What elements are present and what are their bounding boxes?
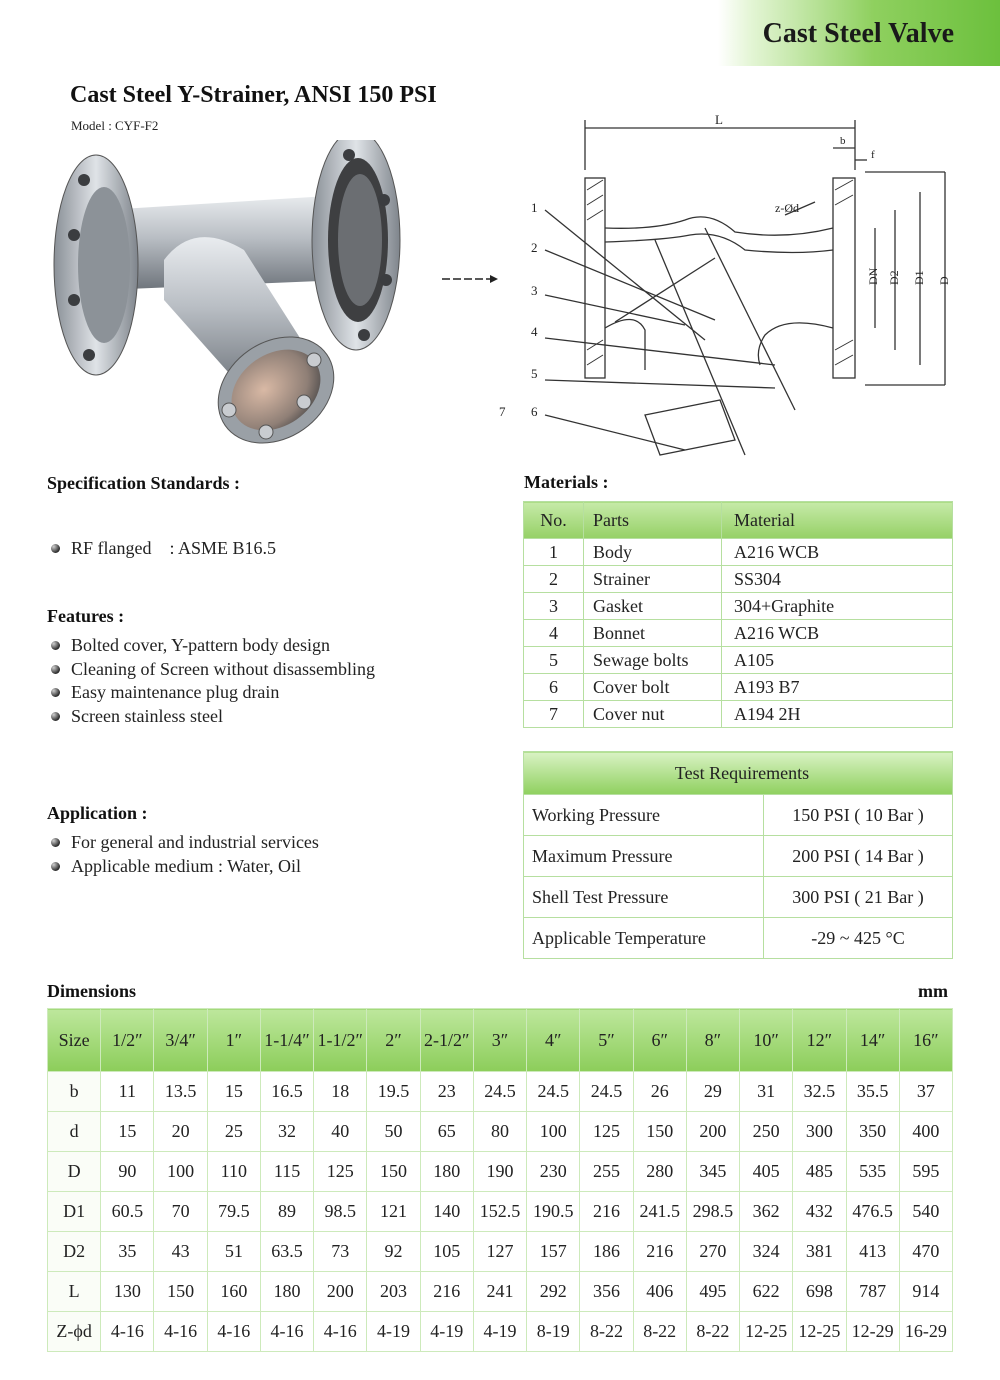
table-row <box>48 1312 953 1352</box>
dimension-value: 80 <box>473 1112 526 1152</box>
dimension-value: 12-25 <box>793 1312 846 1352</box>
table-row <box>524 701 953 728</box>
dimension-value: 15 <box>101 1112 154 1152</box>
size-column-header: 3/4″ <box>154 1009 207 1072</box>
dimension-value: 216 <box>633 1232 686 1272</box>
dim-label-D1: D1 <box>912 270 926 285</box>
dimension-value: 105 <box>420 1232 473 1272</box>
dimension-value: 150 <box>154 1272 207 1312</box>
banner-title: Cast Steel Valve <box>762 18 954 49</box>
cell-material: A105 <box>722 647 953 674</box>
valve-photo <box>44 140 424 460</box>
dimension-value: 35 <box>101 1232 154 1272</box>
dimension-value: 73 <box>314 1232 367 1272</box>
dimension-value: 190.5 <box>527 1192 580 1232</box>
row-label: D <box>48 1152 101 1192</box>
row-label: b <box>48 1072 101 1112</box>
table-row <box>524 593 953 620</box>
row-label: Z-ϕd <box>48 1312 101 1352</box>
dimension-value: 100 <box>527 1112 580 1152</box>
dimension-value: 50 <box>367 1112 420 1152</box>
dimension-value: 203 <box>367 1272 420 1312</box>
table-row <box>48 1232 953 1272</box>
dimension-value: 65 <box>420 1112 473 1152</box>
dimension-value: 110 <box>207 1152 260 1192</box>
cell-no: 4 <box>524 620 584 647</box>
dimension-value: 324 <box>740 1232 793 1272</box>
test-label: Working Pressure <box>524 795 764 836</box>
dimension-value: 622 <box>740 1272 793 1312</box>
dimension-value: 26 <box>633 1072 686 1112</box>
dimension-value: 4-19 <box>420 1312 473 1352</box>
dimension-value: 4-16 <box>260 1312 313 1352</box>
table-row <box>524 877 953 918</box>
dimension-value: 298.5 <box>686 1192 739 1232</box>
dimension-value: 230 <box>527 1152 580 1192</box>
table-header-row <box>524 502 953 539</box>
test-label: Shell Test Pressure <box>524 877 764 918</box>
dim-label-f: f <box>871 149 875 161</box>
dimension-value: 280 <box>633 1152 686 1192</box>
size-column-header: 1-1/4″ <box>260 1009 313 1072</box>
column-header: Parts <box>584 502 722 539</box>
dimension-value: 152.5 <box>473 1192 526 1232</box>
size-column-header: 1/2″ <box>101 1009 154 1072</box>
dimension-value: 150 <box>633 1112 686 1152</box>
dimension-value: 787 <box>846 1272 899 1312</box>
table-row <box>524 566 953 593</box>
technical-drawing <box>495 110 975 475</box>
dimension-value: 4-16 <box>101 1312 154 1352</box>
cell-part: Cover nut <box>584 701 722 728</box>
callout-1: 1 <box>531 200 538 215</box>
table-row <box>48 1192 953 1232</box>
table-row <box>524 647 953 674</box>
dimension-value: 130 <box>101 1272 154 1312</box>
size-column-header: 14″ <box>846 1009 899 1072</box>
row-label: D1 <box>48 1192 101 1232</box>
dim-label-D2: D2 <box>887 270 901 285</box>
dimension-value: 8-19 <box>527 1312 580 1352</box>
table-row <box>48 1272 953 1312</box>
size-header: Size <box>48 1009 101 1072</box>
dimension-value: 24.5 <box>473 1072 526 1112</box>
cell-no: 5 <box>524 647 584 674</box>
dimension-value: 35.5 <box>846 1072 899 1112</box>
table-row <box>524 836 953 877</box>
dimension-value: 485 <box>793 1152 846 1192</box>
size-column-header: 2-1/2″ <box>420 1009 473 1072</box>
dimension-value: 255 <box>580 1152 633 1192</box>
dimension-value: 4-16 <box>314 1312 367 1352</box>
size-column-header: 4″ <box>527 1009 580 1072</box>
column-header: No. <box>524 502 584 539</box>
callout-3: 3 <box>531 283 538 298</box>
row-label: D2 <box>48 1232 101 1272</box>
dimension-value: 535 <box>846 1152 899 1192</box>
dimension-value: 24.5 <box>527 1072 580 1112</box>
cell-part: Strainer <box>584 566 722 593</box>
dimension-value: 186 <box>580 1232 633 1272</box>
table-row <box>48 1112 953 1152</box>
dimension-value: 92 <box>367 1232 420 1272</box>
list-item: RF flanged : ASME B16.5 <box>47 537 276 561</box>
table-row <box>524 539 953 566</box>
dimensions-table <box>47 1008 953 1352</box>
test-label: Applicable Temperature <box>524 918 764 959</box>
callout-6: 6 <box>531 404 538 419</box>
test-heading: Test Requirements <box>524 752 953 795</box>
materials-table <box>523 501 953 728</box>
dimension-value: 495 <box>686 1272 739 1312</box>
test-value: 200 PSI ( 14 Bar ) <box>764 836 953 877</box>
list-item: For general and industrial services <box>47 831 319 855</box>
test-value: 300 PSI ( 21 Bar ) <box>764 877 953 918</box>
dimension-value: 180 <box>260 1272 313 1312</box>
features-heading: Features : <box>47 606 125 626</box>
dimensions-heading: Dimensions <box>47 981 137 1001</box>
dimension-value: 16.5 <box>260 1072 313 1112</box>
dimension-value: 270 <box>686 1232 739 1272</box>
dimension-value: 241 <box>473 1272 526 1312</box>
dimension-value: 63.5 <box>260 1232 313 1272</box>
model-number: Model : CYF-F2 <box>71 118 159 133</box>
dimension-value: 24.5 <box>580 1072 633 1112</box>
list-item: Screen stainless steel <box>47 705 375 729</box>
size-column-header: 16″ <box>899 1009 952 1072</box>
dimension-value: 18 <box>314 1072 367 1112</box>
row-label: L <box>48 1272 101 1312</box>
dimension-value: 200 <box>686 1112 739 1152</box>
callout-5: 5 <box>531 366 538 381</box>
cell-no: 2 <box>524 566 584 593</box>
dimensions-unit: mm <box>918 981 948 1001</box>
dimension-value: 216 <box>420 1272 473 1312</box>
dimension-value: 350 <box>846 1112 899 1152</box>
table-row <box>524 674 953 701</box>
dimension-value: 470 <box>899 1232 952 1272</box>
list-item: Easy maintenance plug drain <box>47 681 375 705</box>
dimension-value: 121 <box>367 1192 420 1232</box>
dimension-value: 25 <box>207 1112 260 1152</box>
table-row <box>48 1072 953 1112</box>
dimension-value: 540 <box>899 1192 952 1232</box>
dimension-value: 150 <box>367 1152 420 1192</box>
dimension-value: 19.5 <box>367 1072 420 1112</box>
dimension-value: 31 <box>740 1072 793 1112</box>
application-list <box>47 831 319 878</box>
dimension-value: 37 <box>899 1072 952 1112</box>
table-row <box>524 620 953 647</box>
test-value: 150 PSI ( 10 Bar ) <box>764 795 953 836</box>
dimension-value: 698 <box>793 1272 846 1312</box>
dim-label-L: L <box>715 112 723 127</box>
cell-no: 6 <box>524 674 584 701</box>
dimension-value: 400 <box>899 1112 952 1152</box>
cell-material: A216 WCB <box>722 539 953 566</box>
dimension-value: 89 <box>260 1192 313 1232</box>
dimension-value: 595 <box>899 1152 952 1192</box>
dimension-value: 405 <box>740 1152 793 1192</box>
row-label: d <box>48 1112 101 1152</box>
size-column-header: 8″ <box>686 1009 739 1072</box>
dimension-value: 11 <box>101 1072 154 1112</box>
callout-4: 4 <box>531 324 538 339</box>
dimension-value: 362 <box>740 1192 793 1232</box>
dimension-value: 406 <box>633 1272 686 1312</box>
dimension-value: 190 <box>473 1152 526 1192</box>
cell-material: SS304 <box>722 566 953 593</box>
callout-2: 2 <box>531 240 538 255</box>
dimension-value: 914 <box>899 1272 952 1312</box>
dimension-value: 250 <box>740 1112 793 1152</box>
test-requirements-table <box>523 751 953 959</box>
cell-part: Bonnet <box>584 620 722 647</box>
size-column-header: 1″ <box>207 1009 260 1072</box>
cell-no: 7 <box>524 701 584 728</box>
dimension-value: 140 <box>420 1192 473 1232</box>
dimension-value: 13.5 <box>154 1072 207 1112</box>
dimension-value: 8-22 <box>686 1312 739 1352</box>
column-header: Material <box>722 502 953 539</box>
test-label: Maximum Pressure <box>524 836 764 877</box>
dimension-value: 356 <box>580 1272 633 1312</box>
dimension-value: 4-16 <box>154 1312 207 1352</box>
dimension-value: 127 <box>473 1232 526 1272</box>
dimension-value: 12-29 <box>846 1312 899 1352</box>
dimension-value: 432 <box>793 1192 846 1232</box>
size-column-header: 12″ <box>793 1009 846 1072</box>
dimension-value: 98.5 <box>314 1192 367 1232</box>
table-row <box>524 795 953 836</box>
size-column-header: 6″ <box>633 1009 686 1072</box>
list-item: Applicable medium : Water, Oil <box>47 855 319 879</box>
dim-label-b: b <box>840 135 846 147</box>
dimension-value: 381 <box>793 1232 846 1272</box>
cell-material: A193 B7 <box>722 674 953 701</box>
dimension-value: 4-19 <box>473 1312 526 1352</box>
size-column-header: 5″ <box>580 1009 633 1072</box>
arrow-icon <box>440 270 500 288</box>
dimension-value: 216 <box>580 1192 633 1232</box>
dimension-value: 70 <box>154 1192 207 1232</box>
dimension-value: 43 <box>154 1232 207 1272</box>
materials-heading: Materials : <box>524 472 609 492</box>
size-column-header: 2″ <box>367 1009 420 1072</box>
cell-no: 3 <box>524 593 584 620</box>
cell-material: A216 WCB <box>722 620 953 647</box>
dimension-value: 79.5 <box>207 1192 260 1232</box>
spec-heading: Specification Standards : <box>47 473 241 493</box>
table-row <box>48 1152 953 1192</box>
cell-no: 1 <box>524 539 584 566</box>
dimension-value: 345 <box>686 1152 739 1192</box>
dimension-value: 90 <box>101 1152 154 1192</box>
dimension-value: 160 <box>207 1272 260 1312</box>
callout-7: 7 <box>499 404 506 419</box>
dimension-value: 300 <box>793 1112 846 1152</box>
dimension-value: 115 <box>260 1152 313 1192</box>
dimension-value: 20 <box>154 1112 207 1152</box>
cell-part: Cover bolt <box>584 674 722 701</box>
application-heading: Application : <box>47 803 148 823</box>
table-row <box>524 918 953 959</box>
dimension-value: 4-16 <box>207 1312 260 1352</box>
features-list <box>47 634 375 728</box>
cell-material: 304+Graphite <box>722 593 953 620</box>
dimension-value: 40 <box>314 1112 367 1152</box>
spec-list <box>47 501 276 579</box>
dimension-value: 15 <box>207 1072 260 1112</box>
cell-part: Sewage bolts <box>584 647 722 674</box>
dimension-value: 157 <box>527 1232 580 1272</box>
dimension-value: 241.5 <box>633 1192 686 1232</box>
dimension-value: 51 <box>207 1232 260 1272</box>
dim-label-D: D <box>937 276 951 285</box>
dimension-value: 8-22 <box>580 1312 633 1352</box>
dimension-value: 125 <box>314 1152 367 1192</box>
cell-part: Body <box>584 539 722 566</box>
dimension-value: 125 <box>580 1112 633 1152</box>
dimension-value: 12-25 <box>740 1312 793 1352</box>
size-column-header: 10″ <box>740 1009 793 1072</box>
dimension-value: 32.5 <box>793 1072 846 1112</box>
dimension-value: 200 <box>314 1272 367 1312</box>
cell-part: Gasket <box>584 593 722 620</box>
dim-label-zd: z-Ød <box>775 201 799 215</box>
dimension-value: 180 <box>420 1152 473 1192</box>
product-title: Cast Steel Y-Strainer, ANSI 150 PSI <box>70 82 437 108</box>
dimension-value: 60.5 <box>101 1192 154 1232</box>
test-value: -29 ~ 425 °C <box>764 918 953 959</box>
dimension-value: 16-29 <box>899 1312 952 1352</box>
list-item: Bolted cover, Y-pattern body design <box>47 634 375 658</box>
dimension-value: 8-22 <box>633 1312 686 1352</box>
dim-label-DN: DN <box>866 267 880 285</box>
size-column-header: 1-1/2″ <box>314 1009 367 1072</box>
dimension-value: 100 <box>154 1152 207 1192</box>
dimension-value: 29 <box>686 1072 739 1112</box>
dimension-value: 23 <box>420 1072 473 1112</box>
dimension-value: 292 <box>527 1272 580 1312</box>
table-header-row <box>48 1009 953 1072</box>
dimension-value: 4-19 <box>367 1312 420 1352</box>
dimension-value: 476.5 <box>846 1192 899 1232</box>
cell-material: A194 2H <box>722 701 953 728</box>
size-column-header: 3″ <box>473 1009 526 1072</box>
dimension-value: 413 <box>846 1232 899 1272</box>
list-item: Cleaning of Screen without disassembling <box>47 658 375 682</box>
dimension-value: 32 <box>260 1112 313 1152</box>
